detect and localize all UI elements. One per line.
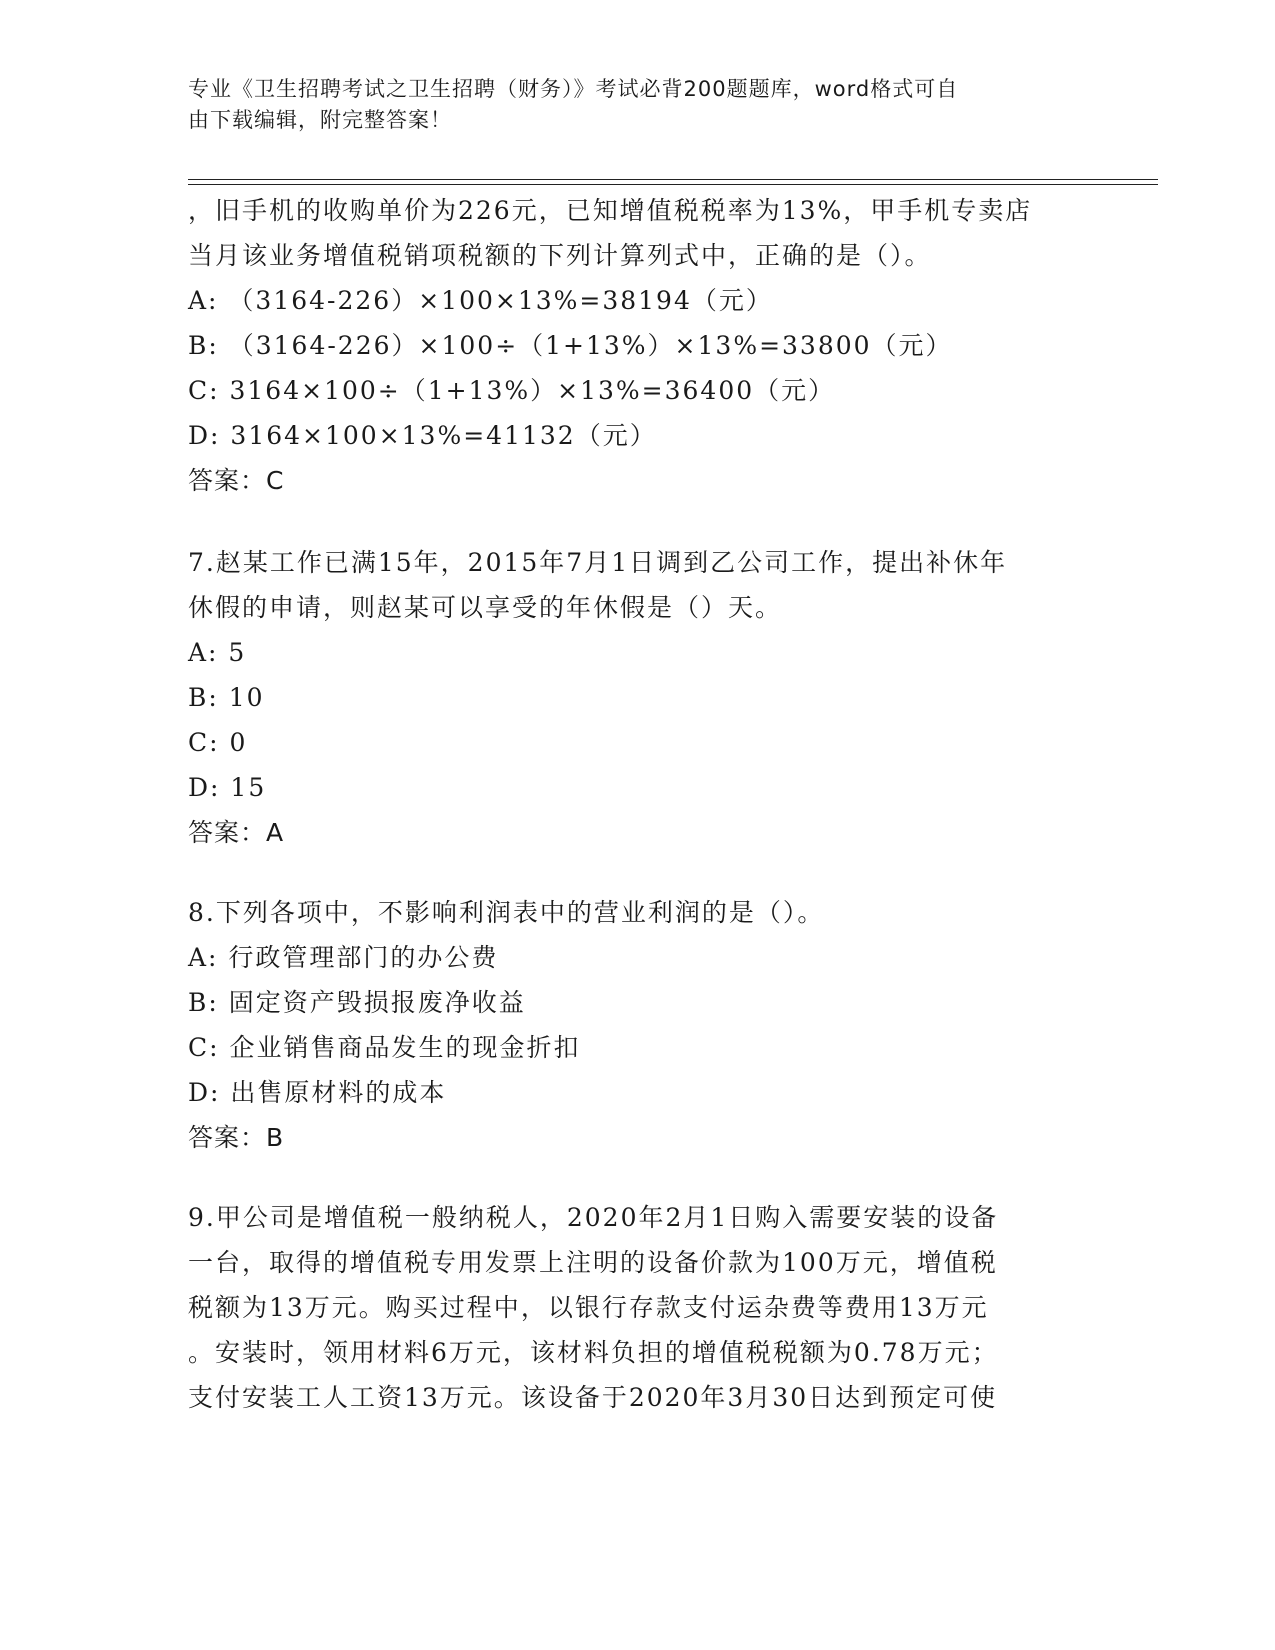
document-header <box>188 74 1088 136</box>
question-6 <box>188 188 1088 503</box>
option-a: A: （3164-226）×100×13%=38194（元） <box>188 286 773 315</box>
option-d: D: 15 <box>188 773 267 802</box>
option-c: C: 0 <box>188 728 248 757</box>
question-8 <box>188 890 1088 1160</box>
header-divider-bottom <box>188 184 1158 185</box>
option-c: C: 企业销售商品发生的现金折扣 <box>188 1033 581 1062</box>
header-divider-top <box>188 179 1158 180</box>
option-c: C: 3164×100÷（1+13%）×13%=36400（元） <box>188 376 836 405</box>
question-stem-line: 休假的申请，则赵某可以享受的年休假是（）天。 <box>188 593 783 622</box>
question-stem-line: 7.赵某工作已满15年，2015年7月1日调到乙公司工作，提出补休年 <box>188 548 1008 577</box>
question-stem-line: 8.下列各项中，不影响利润表中的营业利润的是（）。 <box>188 898 825 927</box>
question-7 <box>188 540 1088 855</box>
question-stem-line: 9.甲公司是增值税一般纳税人，2020年2月1日购入需要安装的设备 <box>188 1203 999 1232</box>
question-stem-line: 一台，取得的增值税专用发票上注明的设备价款为100万元，增值税 <box>188 1248 998 1277</box>
question-stem-line: 支付安装工人工资13万元。该设备于2020年3月30日达到预定可使 <box>188 1383 998 1412</box>
question-stem-line: 税额为13万元。购买过程中，以银行存款支付运杂费等费用13万元 <box>188 1293 989 1322</box>
question-stem-line: 当月该业务增值税销项税额的下列计算列式中，正确的是（）。 <box>188 241 932 270</box>
option-b: B: （3164-226）×100÷（1+13%）×13%=33800（元） <box>188 331 953 360</box>
option-d: D: 3164×100×13%=41132（元） <box>188 421 657 450</box>
option-b: B: 10 <box>188 683 265 712</box>
answer-line: 答案：A <box>188 818 285 847</box>
option-a: A: 行政管理部门的办公费 <box>188 943 499 972</box>
question-stem-line: 。安装时，领用材料6万元，该材料负担的增值税税额为0.78万元； <box>188 1338 999 1367</box>
answer-line: 答案：C <box>188 466 285 495</box>
option-b: B: 固定资产毁损报废净收益 <box>188 988 526 1017</box>
question-stem-line: ，旧手机的收购单价为226元，已知增值税税率为13%，甲手机专卖店 <box>188 196 1033 225</box>
header-line-2: 由下载编辑，附完整答案！ <box>188 108 452 132</box>
header-line-1: 专业《卫生招聘考试之卫生招聘（财务）》考试必背200题题库，word格式可自 <box>188 77 959 101</box>
option-a: A: 5 <box>188 638 247 667</box>
option-d: D: 出售原材料的成本 <box>188 1078 447 1107</box>
question-9 <box>188 1195 1088 1420</box>
answer-line: 答案：B <box>188 1123 285 1152</box>
